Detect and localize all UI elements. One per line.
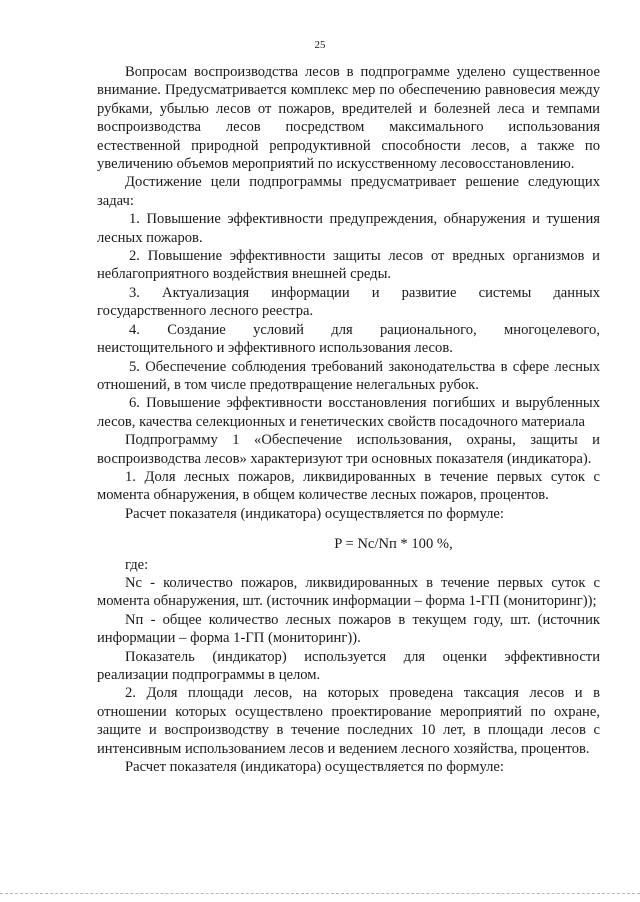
paragraph-indicator-usage: Показатель (индикатор) используется для оценки эффективности реализации подпрограммы в целом. <box>97 648 600 683</box>
page-number: 25 <box>314 39 326 51</box>
formula-intro-1: Расчет показателя (индикатора) осуществляется по формуле: <box>125 505 504 522</box>
scan-bottom-edge <box>0 893 640 894</box>
definition-np: Nп - общее количество лесных пожаров в текущем году, шт. (источник информации – форма 1-ГП (мониторинг)). <box>97 611 600 647</box>
paragraph-indicators: Подпрограмму 1 «Обеспечение использования, охраны, защиты и воспроизводства лесов» характеризуют три основных показателя (индикатора). <box>97 432 600 467</box>
indicator-2-title: 2. Доля площади лесов, на которых проведена таксация лесов и в отношении которых осуществлено проектирование мероприятий по охране, защите и воспроизводству в течение последних 10 лет, в площади лесов с интенсивным использованием лесов и ведением лесного хозяйства, процентов. <box>97 685 600 757</box>
task-item-2: 2. Повышение эффективности защиты лесов от вредных организмов и неблагоприятного воздействия внешней среды. <box>97 248 600 283</box>
indicator-1-title: 1. Доля лесных пожаров, ликвидированных в течение первых суток с момента обнаружения, в общем количестве лесных пожаров, процентов. <box>97 468 600 504</box>
task-item-1: 1. Повышение эффективности предупреждения, обнаружения и тушения лесных пожаров. <box>97 211 600 246</box>
task-item-6: 6. Повышение эффективности восстановления погибших и вырубленных лесов, качества селекционных и генетических свойств посадочного материала <box>97 395 600 430</box>
where-label: где: <box>125 556 149 573</box>
document-body <box>97 63 600 776</box>
formula-intro-2: Расчет показателя (индикатора) осуществляется по формуле: <box>125 759 504 776</box>
definition-nc: Nс - количество пожаров, ликвидированных в течение первых суток с момента обнаружения, шт. (источник информации – форма 1-ГП (мониторинг)); <box>97 574 600 610</box>
task-item-5: 5. Обеспечение соблюдения требований законодательства в сфере лесных отношений, в том числе предотвращение нелегальных рубок. <box>97 358 600 393</box>
formula-1: P = Nс/Nп * 100 %, <box>334 536 453 553</box>
paragraph-goal-tasks: Достижение цели подпрограммы предусматривает решение следующих задач: <box>97 174 600 209</box>
paragraph-reproduction-intro: Вопросам воспроизводства лесов в подпрограмме уделено существенное внимание. Предусматривается комплекс мер по обеспечению равновесия между рубками, убылью лесов от пожаров, вредителей и болезней леса и темпами воспроизводства лесов посредством максимального использования естественной природной репродуктивной способности лесов, а также по увеличению объемов мероприятий по искусственному лесовосстановлению. <box>97 64 600 173</box>
task-item-3: 3. Актуализация информации и развитие системы данных государственного лесного реестра. <box>97 284 600 320</box>
task-item-4: 4. Создание условий для рационального, многоцелевого, неистощительного и эффективного использования лесов. <box>97 321 600 357</box>
